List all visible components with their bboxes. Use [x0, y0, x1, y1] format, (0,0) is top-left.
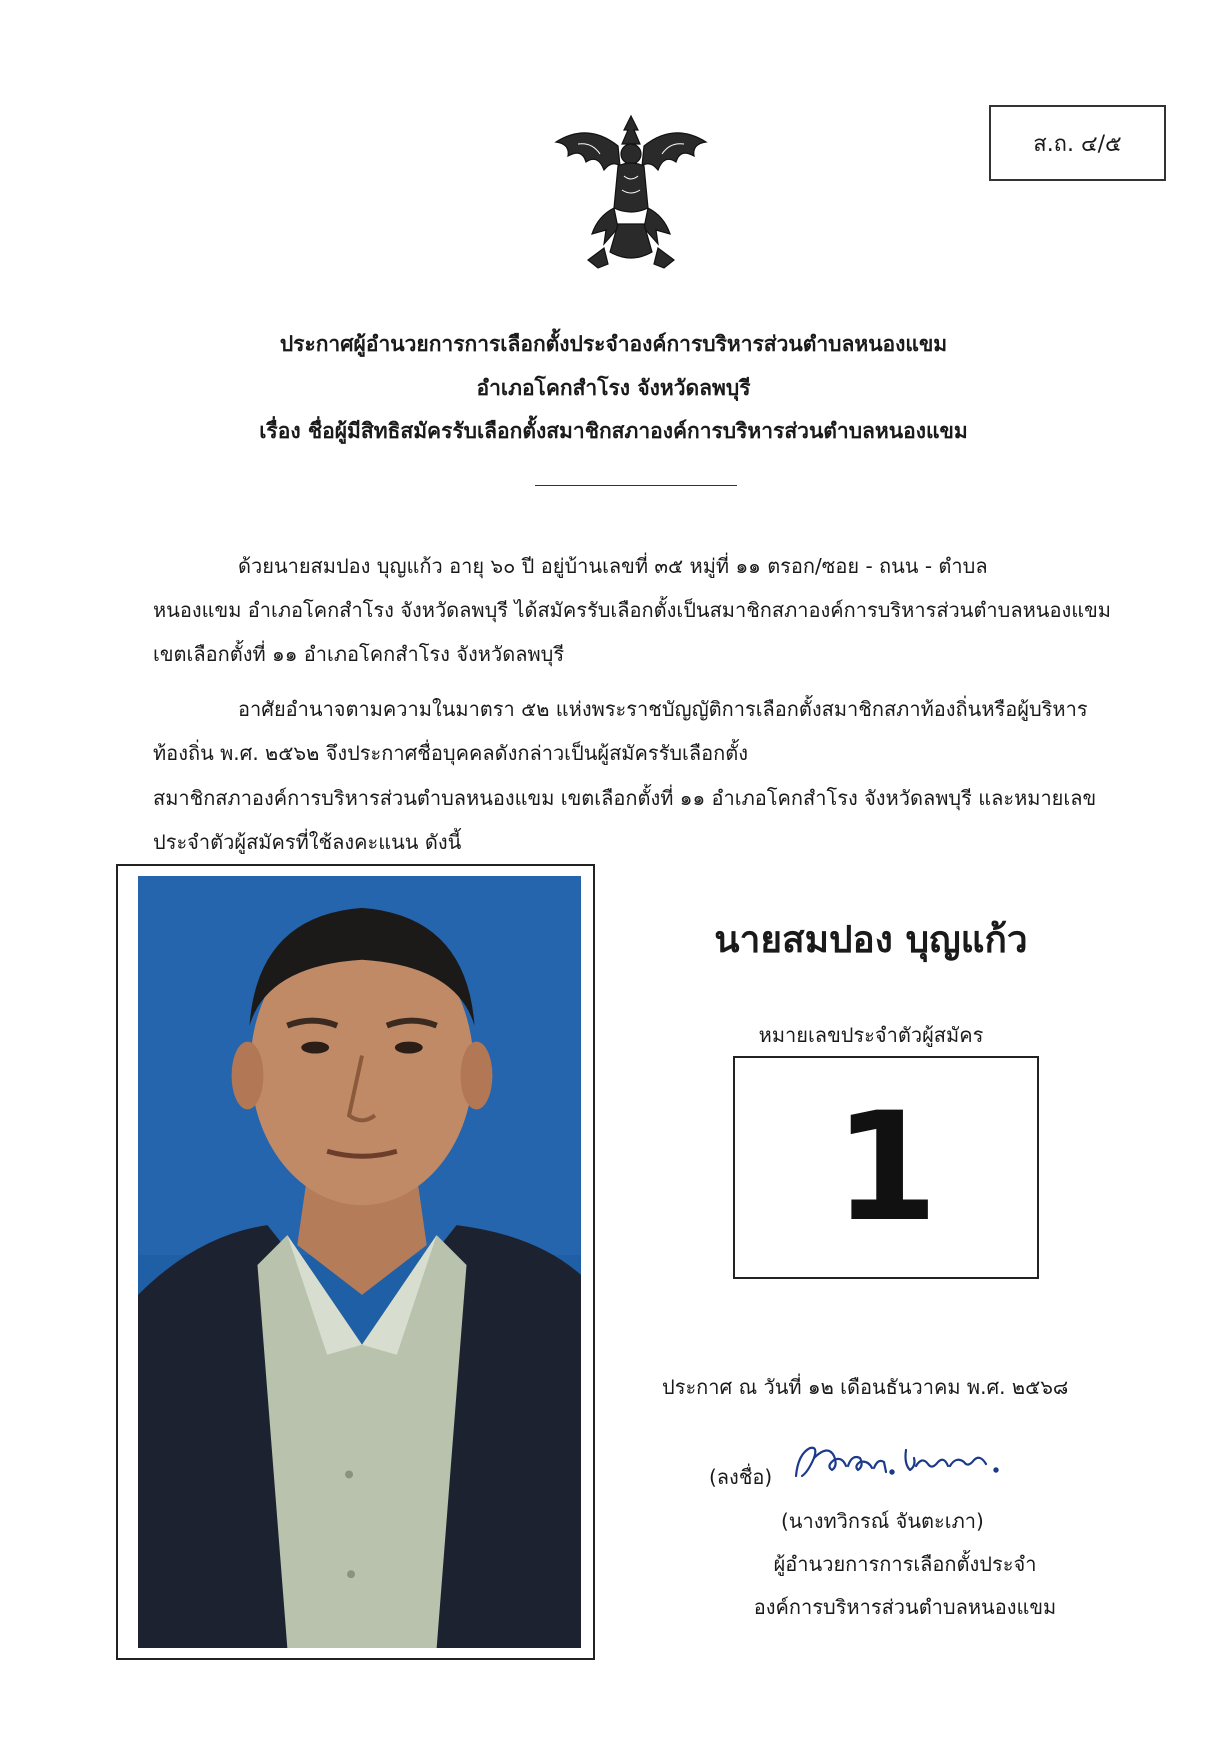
heading-line-2: อำเภอโคกสำโรง จังหวัดลพบุรี — [476, 376, 751, 400]
signer-title-line-1: ผู้อำนวยการการเลือกตั้งประจำ — [773, 1552, 1037, 1576]
paragraph-2-line-2: ท้องถิ่น พ.ศ. ๒๕๖๒ จึงประกาศชื่อบุคคลดังกล่าวเป็นผู้สมัครรับเลือกตั้ง — [153, 741, 749, 765]
heading-line-3: เรื่อง ชื่อผู้มีสิทธิสมัครรับเลือกตั้งสมาชิกสภาองค์การบริหารส่วนตำบลหนองแขม — [259, 419, 968, 443]
candidate-number-box — [733, 1056, 1039, 1279]
paragraph-1-line-3: เขตเลือกตั้งที่ ๑๑ อำเภอโคกสำโรง จังหวัดลพบุรี — [153, 642, 565, 666]
paragraph-2-line-4: ประจำตัวผู้สมัครที่ใช้ลงคะแนน ดังนี้ — [153, 830, 462, 854]
garuda-emblem-icon — [548, 112, 714, 272]
candidate-photo — [138, 876, 581, 1648]
paragraph-1-line-2: หนองแขม อำเภอโคกสำโรง จังหวัดลพบุรี ได้สมัครรับเลือกตั้งเป็นสมาชิกสภาองค์การบริหารส่วนตำบลหนองแขม — [153, 598, 1111, 622]
heading-line-1: ประกาศผู้อำนวยการการเลือกตั้งประจำองค์การบริหารส่วนตำบลหนองแขม — [279, 332, 948, 356]
candidate-number: 1 — [833, 1080, 939, 1255]
handwritten-signature — [788, 1436, 1018, 1496]
candidate-name: นายสมปอง บุญแก้ว — [714, 918, 1028, 961]
paragraph-1-line-1: ด้วยนายสมปอง บุญแก้ว อายุ ๖๐ ปี อยู่บ้านเลขที่ ๓๕ หมู่ที่ ๑๑ ตรอก/ซอย - ถนน - ตำบล — [238, 554, 988, 578]
signer-name: (นางทวิกรณ์ จันตะเภา) — [781, 1509, 984, 1533]
form-code: ส.ถ. ๔/๕ — [1033, 131, 1122, 157]
candidate-photo-frame — [116, 864, 595, 1660]
announcement-date: ประกาศ ณ วันที่ ๑๒ เดือนธันวาคม พ.ศ. ๒๕๖๘ — [662, 1375, 1069, 1399]
heading-divider — [535, 485, 737, 486]
signature-prefix: (ลงชื่อ) — [709, 1465, 773, 1489]
paragraph-2-line-1: อาศัยอำนาจตามความในมาตรา ๕๒ แห่งพระราชบัญญัติการเลือกตั้งสมาชิกสภาท้องถิ่นหรือผู้บริหาร — [238, 697, 1088, 721]
form-code-box — [989, 105, 1166, 181]
signer-title-line-2: องค์การบริหารส่วนตำบลหนองแขม — [753, 1595, 1057, 1619]
paragraph-2-line-3: สมาชิกสภาองค์การบริหารส่วนตำบลหนองแขม เขตเลือกตั้งที่ ๑๑ อำเภอโคกสำโรง จังหวัดลพบุรี และหมายเลข — [153, 786, 1097, 810]
candidate-number-label: หมายเลขประจำตัวผู้สมัคร — [758, 1023, 984, 1047]
